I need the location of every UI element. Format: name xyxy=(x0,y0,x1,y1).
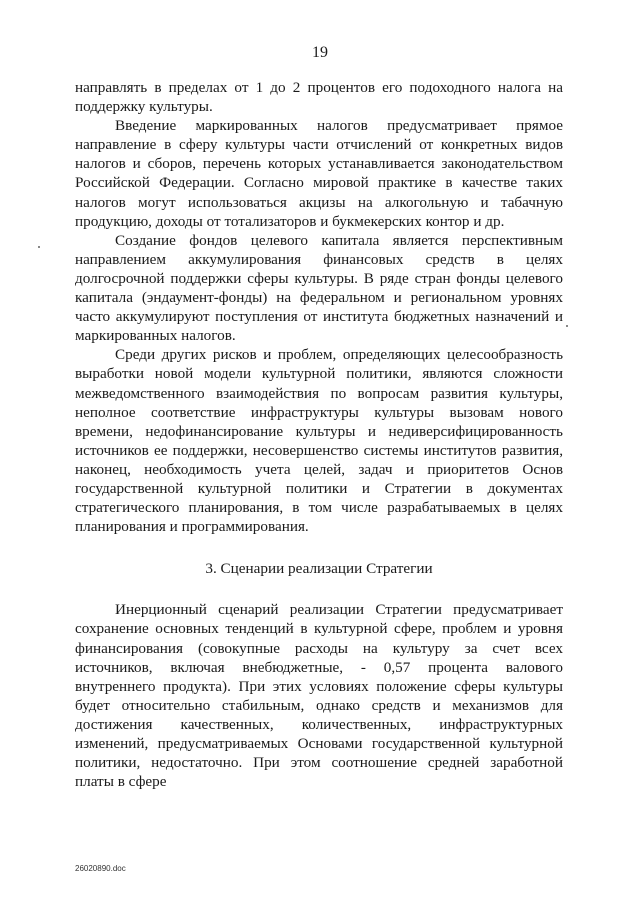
paragraph: Среди других рисков и проблем, определяющих целесообразность выработки новой модели культурной политики, являются сложности межведомственного взаимодействия по вопросам развития культуры, неполное соответствие инфраструктуры культуры вызовам нового времени, недофинансирование культуры и недиверсифицированность источников ее поддержки, несовершенство системы институтов развития, наконец, необходимость учета целей, задач и приоритетов Основ государственной культурной политики и Стратегии в документах стратегического планирования, в том числе разрабатываемых в целях планирования и программирования. xyxy=(75,346,563,536)
scan-artifact-mark xyxy=(566,325,568,327)
scan-artifact-mark xyxy=(38,246,40,248)
document-body xyxy=(75,78,563,791)
paragraph: Введение маркированных налогов предусматривает прямое направление в сферу культуры части отчислений от конкретных видов налогов и сборов, перечень которых устанавливается законодательством Российской Федерации. Согласно мировой практике в качестве таких налогов могут использоваться акцизы на алкогольную и табачную продукцию, доходы от тотализаторов и букмекерских контор и др. xyxy=(75,117,563,230)
paragraph: Инерционный сценарий реализации Стратегии предусматривает сохранение основных тенденций в культурной сфере, проблем и уровня финансирования (совокупные расходы на культуру за счет всех источников, включая внебюджетные, - 0,57 процента валового внутреннего продукта). При этих условиях положение сферы культуры будет относительно стабильным, однако средств и механизмов для достижения качественных, количественных, инфраструктурных изменений, предусматриваемых Основами государственной культурной политики, недостаточно. При этом соотношение средней заработной платы в сфере xyxy=(75,601,563,791)
paragraph: Создание фондов целевого капитала является перспективным направлением аккумулирования финансовых средств в целях долгосрочной поддержки сферы культуры. В ряде стран фонды целевого капитала (эндаумент-фонды) на федеральном и региональном уровнях часто аккумулируют поступления от института бюджетных назначений и маркированных налогов. xyxy=(75,231,563,345)
paragraph: направлять в пределах от 1 до 2 процентов его подоходного налога на поддержку культуры. xyxy=(75,79,563,116)
section-heading: 3. Сценарии реализации Стратегии xyxy=(205,560,433,578)
page-number: 19 xyxy=(312,44,328,61)
document-id-footer: 26020890.doc xyxy=(75,864,126,873)
